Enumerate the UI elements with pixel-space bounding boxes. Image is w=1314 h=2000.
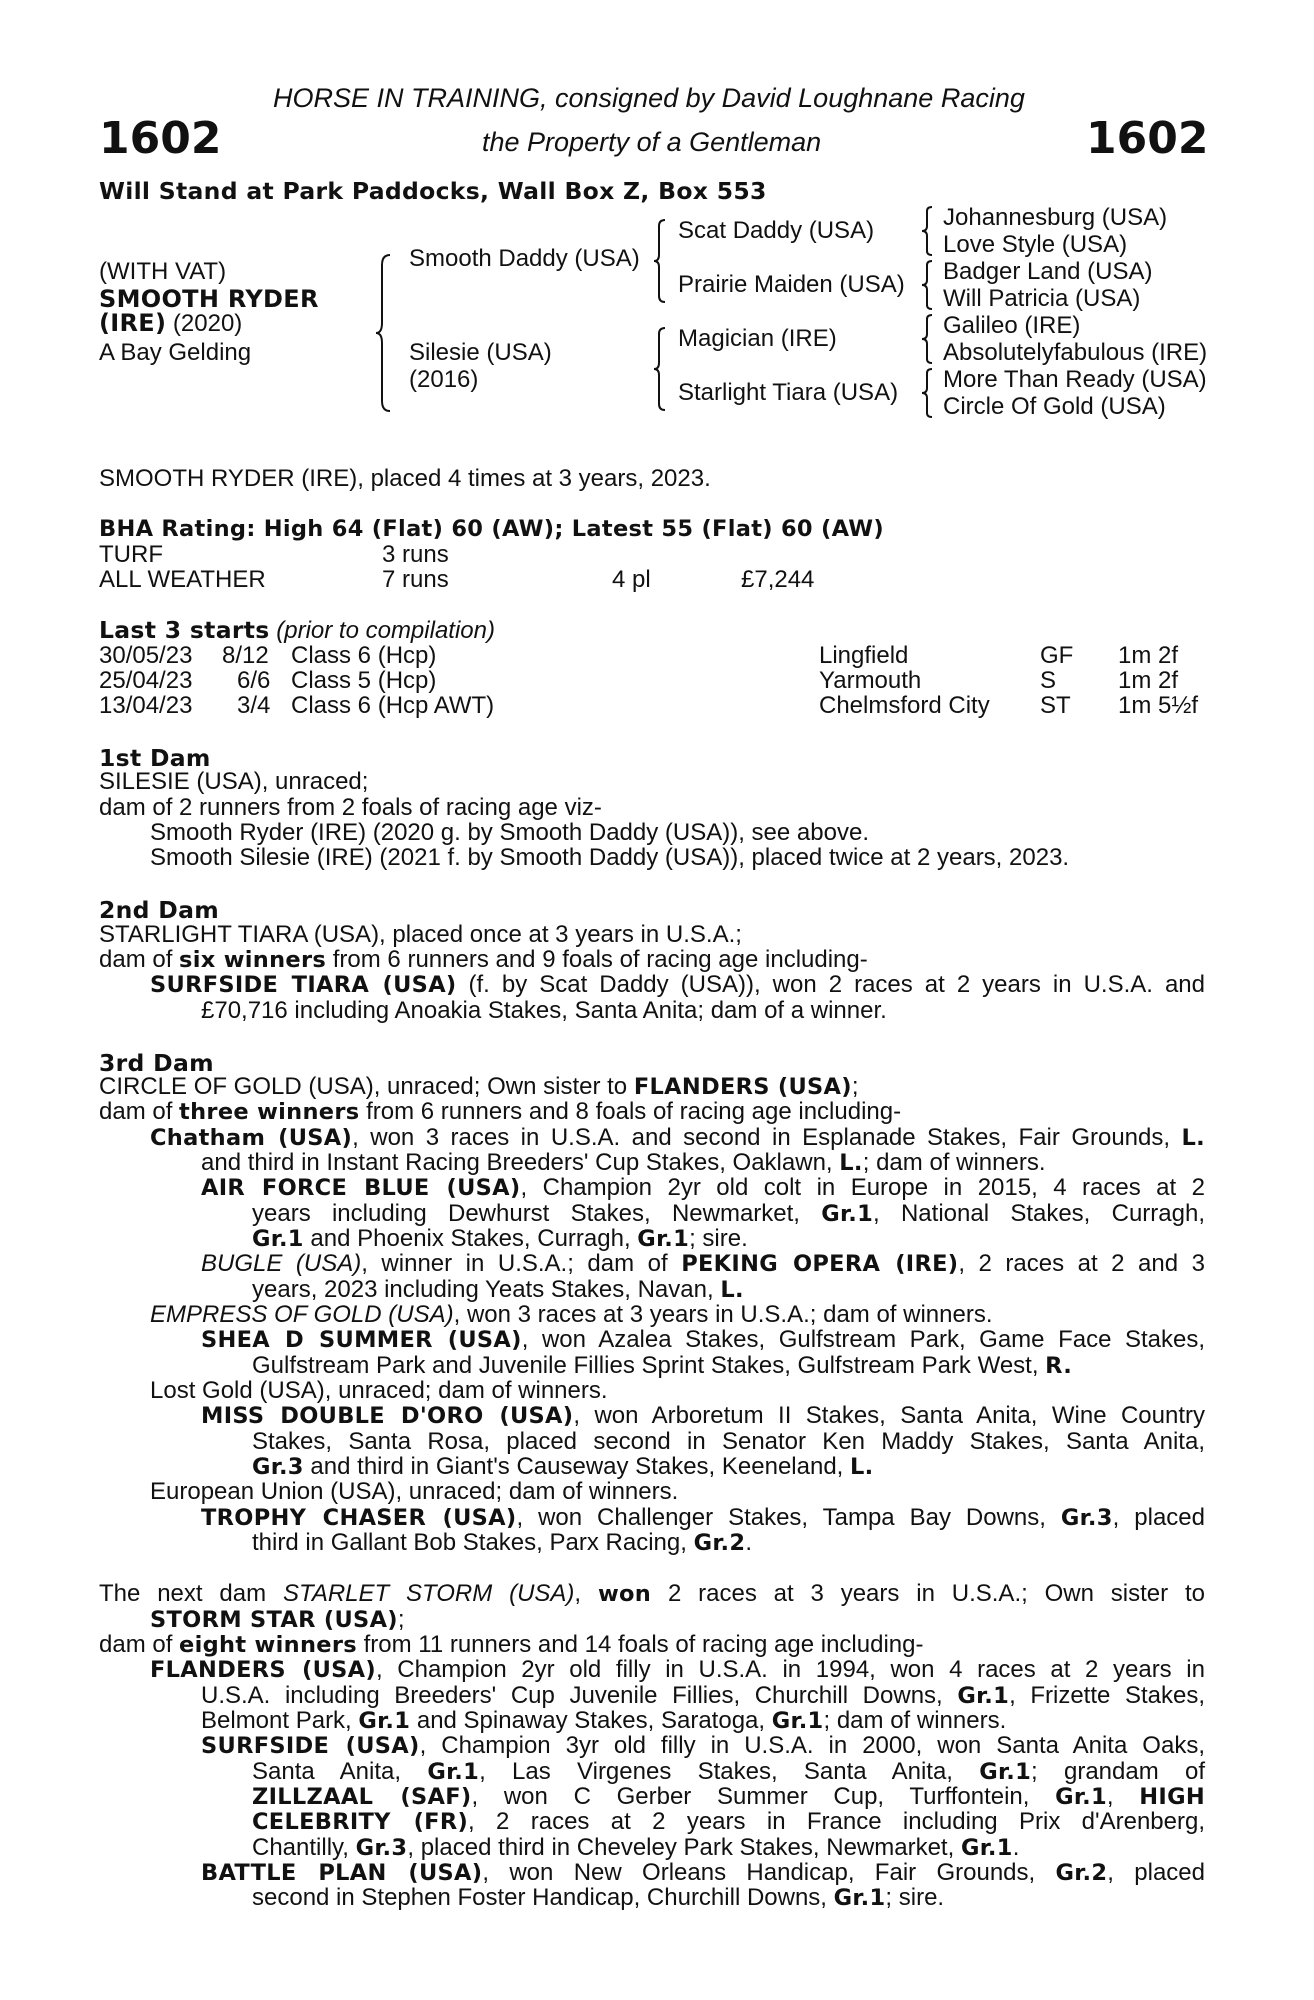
ratings-runs: 3 runs <box>382 541 449 568</box>
ratings-surface: ALL WEATHER <box>99 566 266 593</box>
produce-lost-gold: Lost Gold (USA), unraced; dam of winners. <box>150 1377 608 1404</box>
start-class: Class 5 (Hcp) <box>291 667 437 694</box>
start-position: 6/6 <box>237 667 271 694</box>
pedigree-dsd: Absolutelyfabulous (IRE) <box>943 339 1208 366</box>
catalogue-header-title: HORSE IN TRAINING, consigned by David Loughnane Racing <box>273 83 1025 113</box>
produce-trophy-chaser: TROPHY CHASER (USA), won Challenger Stakes, Tampa Bay Downs, Gr.3, placed <box>201 1504 1205 1531</box>
last-starts-heading: Last 3 starts (prior to compilation) <box>99 616 495 644</box>
vat-note: (WITH VAT) <box>99 258 227 285</box>
start-date: 13/04/23 <box>99 692 193 719</box>
start-course: Chelmsford City <box>819 692 990 719</box>
pedigree-brace-dd <box>920 367 934 419</box>
next-dam-line: The next dam STARLET STORM (USA), won 2 races at 3 years in U.S.A.; Own sister to <box>99 1580 1205 1607</box>
pedigree-sds: Badger Land (USA) <box>943 258 1153 285</box>
start-course: Lingfield <box>819 642 909 669</box>
pedigree-brace-main <box>374 253 394 413</box>
bha-rating-heading: BHA Rating: High 64 (Flat) 60 (AW); Latest 55 (Flat) 60 (AW) <box>99 516 884 542</box>
pedigree-dam: Silesie (USA) <box>409 339 552 366</box>
produce-surfside-cont: Chantilly, Gr.3, placed third in Cheveley Park Stakes, Newmarket, Gr.1. <box>252 1834 1020 1861</box>
start-position: 8/12 <box>222 642 269 669</box>
produce-miss-double-doro-cont: Stakes, Santa Rosa, placed second in Senator Ken Maddy Stakes, Santa Anita, <box>252 1428 1205 1455</box>
first-dam-produce: Smooth Silesie (IRE) (2021 f. by Smooth Daddy (USA)), placed twice at 2 years, 2023. <box>150 844 1070 871</box>
third-dam-heading: 3rd Dam <box>99 1049 214 1077</box>
pedigree-brace-dam <box>652 326 668 412</box>
pedigree-sss: Johannesburg (USA) <box>943 204 1168 231</box>
produce-air-force-blue: AIR FORCE BLUE (USA), Champion 2yr old colt in Europe in 2015, 4 races at 2 <box>201 1174 1205 1201</box>
first-dam-heading: 1st Dam <box>99 744 211 772</box>
pedigree-sire: Smooth Daddy (USA) <box>409 245 640 272</box>
horse-origin-year: (IRE) (2020) <box>99 309 243 337</box>
produce-surfside-cont: ZILLZAAL (SAF), won C Gerber Summer Cup, Turffontein, Gr.1, HIGH <box>252 1783 1205 1810</box>
start-course: Yarmouth <box>819 667 922 694</box>
produce-bugle-cont: years, 2023 including Yeats Stakes, Navan, L. <box>252 1276 744 1303</box>
produce-battle-plan: BATTLE PLAN (USA), won New Orleans Handicap, Fair Grounds, Gr.2, placed <box>201 1859 1205 1886</box>
produce-chatham-cont: and third in Instant Racing Breeders' Cup Stakes, Oaklawn, L.; dam of winners. <box>201 1149 1046 1176</box>
produce-surfside-cont: Santa Anita, Gr.1, Las Virgenes Stakes, Santa Anita, Gr.1; grandam of <box>252 1758 1206 1785</box>
produce-european-union: European Union (USA), unraced; dam of winners. <box>150 1478 679 1505</box>
start-date: 30/05/23 <box>99 642 193 669</box>
start-date: 25/04/23 <box>99 667 193 694</box>
produce-miss-double-doro: MISS DOUBLE D'ORO (USA), won Arboretum II Stakes, Santa Anita, Wine Country <box>201 1402 1205 1429</box>
pedigree-dam-dam: Starlight Tiara (USA) <box>678 379 899 406</box>
produce-battle-plan-cont: second in Stephen Foster Handicap, Churchill Downs, Gr.1; sire. <box>252 1884 945 1911</box>
first-dam-line: SILESIE (USA), unraced; <box>99 768 369 795</box>
lot-number-right: 1602 <box>1086 113 1209 164</box>
horse-name: SMOOTH RYDER <box>99 285 319 313</box>
first-dam-line: dam of 2 runners from 2 foals of racing age viz- <box>99 794 602 821</box>
next-dam-line: STORM STAR (USA); <box>150 1606 405 1633</box>
pedigree-dss: Galileo (IRE) <box>943 312 1081 339</box>
pedigree-dam-year: (2016) <box>409 366 479 393</box>
produce-surfside: SURFSIDE (USA), Champion 3yr old filly in U.S.A. in 2000, won Santa Anita Oaks, <box>201 1732 1205 1759</box>
pedigree-brace-sire <box>652 218 668 304</box>
ratings-prize: £7,244 <box>741 566 815 593</box>
produce-trophy-chaser-cont: third in Gallant Bob Stakes, Parx Racing, Gr.2. <box>252 1529 752 1556</box>
ratings-surface: TURF <box>99 541 163 568</box>
second-dam-produce: SURFSIDE TIARA (USA) (f. by Scat Daddy (USA)), won 2 races at 2 years in U.S.A. and <box>150 971 1205 998</box>
start-going: ST <box>1040 692 1071 719</box>
produce-air-force-blue-cont: years including Dewhurst Stakes, Newmarket, Gr.1, National Stakes, Curragh, <box>252 1200 1206 1227</box>
ratings-runs: 7 runs <box>382 566 449 593</box>
pedigree-brace-sd <box>920 259 934 311</box>
pedigree-ssd: Love Style (USA) <box>943 231 1128 258</box>
third-dam-line: CIRCLE OF GOLD (USA), unraced; Own sister to FLANDERS (USA); <box>99 1073 859 1100</box>
start-distance: 1m 2f <box>1118 642 1179 669</box>
start-distance: 1m 2f <box>1118 667 1179 694</box>
pedigree-dam-sire: Magician (IRE) <box>678 325 837 352</box>
lot-number-left: 1602 <box>99 113 222 164</box>
pedigree-dds: More Than Ready (USA) <box>943 366 1207 393</box>
produce-empress-of-gold: EMPRESS OF GOLD (USA), won 3 races at 3 years in U.S.A.; dam of winners. <box>150 1301 993 1328</box>
second-dam-produce-cont: £70,716 including Anoakia Stakes, Santa Anita; dam of a winner. <box>201 997 887 1024</box>
start-class: Class 6 (Hcp) <box>291 642 437 669</box>
produce-miss-double-doro-cont: Gr.3 and third in Giant's Causeway Stakes, Keeneland, L. <box>252 1453 874 1480</box>
race-summary: SMOOTH RYDER (IRE), placed 4 times at 3 years, 2023. <box>99 465 711 492</box>
produce-bugle: BUGLE (USA), winner in U.S.A.; dam of PEKING OPERA (IRE), 2 races at 2 and 3 <box>201 1250 1205 1277</box>
pedigree-sire-sire: Scat Daddy (USA) <box>678 217 875 244</box>
start-class: Class 6 (Hcp AWT) <box>291 692 495 719</box>
start-going: GF <box>1040 642 1074 669</box>
pedigree-sire-dam: Prairie Maiden (USA) <box>678 271 905 298</box>
second-dam-heading: 2nd Dam <box>99 896 220 924</box>
second-dam-line: STARLIGHT TIARA (USA), placed once at 3 years in U.S.A.; <box>99 921 742 948</box>
start-position: 3/4 <box>237 692 271 719</box>
first-dam-produce: Smooth Ryder (IRE) (2020 g. by Smooth Daddy (USA)), see above. <box>150 819 869 846</box>
second-dam-line: dam of six winners from 6 runners and 9 foals of racing age including- <box>99 946 868 973</box>
produce-surfside-cont: CELEBRITY (FR), 2 races at 2 years in France including Prix d'Arenberg, <box>252 1808 1205 1835</box>
stand-location: Will Stand at Park Paddocks, Wall Box Z, Box 553 <box>99 177 767 205</box>
produce-air-force-blue-cont: Gr.1 and Phoenix Stakes, Curragh, Gr.1; sire. <box>252 1225 748 1252</box>
produce-shea-d-summer-cont: Gulfstream Park and Juvenile Fillies Sprint Stakes, Gulfstream Park West, R. <box>252 1352 1073 1379</box>
pedigree-sdd: Will Patricia (USA) <box>943 285 1141 312</box>
produce-chatham: Chatham (USA), won 3 races in U.S.A. and second in Esplanade Stakes, Fair Grounds, L. <box>150 1124 1205 1151</box>
horse-description: A Bay Gelding <box>99 339 252 366</box>
produce-flanders-cont: U.S.A. including Breeders' Cup Juvenile Fillies, Churchill Downs, Gr.1, Frizette Stakes, <box>201 1682 1205 1709</box>
third-dam-line: dam of three winners from 6 runners and 8 foals of racing age including- <box>99 1098 902 1125</box>
pedigree-ddd: Circle Of Gold (USA) <box>943 393 1166 420</box>
start-going: S <box>1040 667 1057 694</box>
pedigree-brace-ss <box>920 205 934 257</box>
pedigree-brace-ds <box>920 313 934 365</box>
ratings-placed: 4 pl <box>612 566 651 593</box>
next-dam-line: dam of eight winners from 11 runners and 14 foals of racing age including- <box>99 1631 924 1658</box>
start-distance: 1m 5½f <box>1118 692 1199 719</box>
produce-flanders: FLANDERS (USA), Champion 2yr old filly in U.S.A. in 1994, won 4 races at 2 years in <box>150 1656 1205 1683</box>
produce-flanders-cont: Belmont Park, Gr.1 and Spinaway Stakes, Saratoga, Gr.1; dam of winners. <box>201 1707 1007 1734</box>
produce-shea-d-summer: SHEA D SUMMER (USA), won Azalea Stakes, Gulfstream Park, Game Face Stakes, <box>201 1326 1205 1353</box>
catalogue-header-subtitle: the Property of a Gentleman <box>482 127 822 157</box>
